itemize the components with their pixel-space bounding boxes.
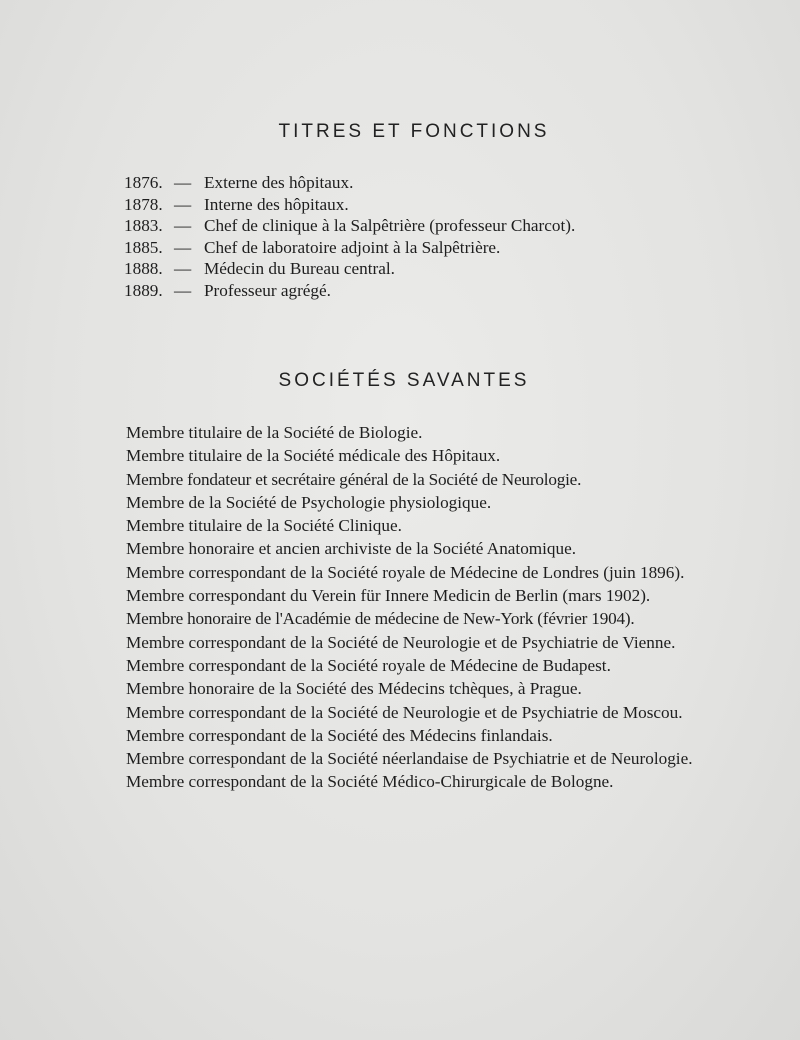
titres-list [124, 172, 575, 301]
titre-entry [124, 280, 575, 302]
titre-text: Chef de clinique à la Salpêtrière (professeur Charcot). [204, 216, 576, 235]
year: 1888. [124, 259, 163, 278]
section-title-titres-et-fonctions: TITRES ET FONCTIONS [278, 121, 550, 142]
societe-entry: Membre correspondant de la Société royale de Médecine de Budapest. [126, 655, 611, 675]
titre-text: Chef de laboratoire adjoint à la Salpêtrière. [204, 237, 501, 257]
year: 1889. [124, 280, 163, 300]
titre-entry [124, 258, 575, 280]
dash: — [174, 216, 192, 235]
titre-entry [124, 215, 575, 237]
dash: — [174, 280, 192, 300]
year: 1883. [124, 216, 163, 235]
societe-entry: Membre de la Société de Psychologie physiologique. [126, 492, 492, 512]
societe-entry: Membre titulaire de la Société Clinique. [126, 516, 402, 536]
titre-text: Médecin du Bureau central. [204, 259, 395, 278]
societe-entry: Membre correspondant de la Société royale de Médecine de Londres (juin 1896). [126, 562, 685, 582]
societes-list [104, 421, 702, 794]
societe-entry: Membre honoraire et ancien archiviste de la Société Anatomique. [126, 539, 577, 559]
year: 1878. [124, 194, 163, 214]
titre-text: Externe des hôpitaux. [204, 173, 354, 192]
dash: — [174, 173, 192, 192]
societe-entry: Membre correspondant de la Société des Médecins finlandais. [126, 725, 553, 745]
societe-entry: Membre titulaire de la Société médicale des Hôpitaux. [126, 446, 501, 466]
dash: — [174, 237, 192, 257]
societe-entry: Membre correspondant de la Société de Neurologie et de Psychiatrie de Moscou. [126, 702, 683, 722]
titre-text: Interne des hôpitaux. [204, 194, 349, 214]
dash: — [174, 259, 192, 278]
societe-entry: Membre honoraire de la Société des Médecins tchèques, à Prague. [126, 679, 582, 699]
titre-text: Professeur agrégé. [204, 280, 331, 300]
section-title-societes-savantes: SOCIÉTÉS SAVANTES [278, 370, 530, 391]
year: 1885. [124, 237, 163, 257]
societe-entry: Membre correspondant de la Société néerlandaise de Psychiatrie et de Neurologie. [126, 749, 693, 769]
year: 1876. [124, 173, 163, 192]
societe-entry: Membre correspondant de la Société de Neurologie et de Psychiatrie de Vienne. [126, 632, 676, 652]
titre-entry [124, 194, 575, 216]
societe-entry: Membre titulaire de la Société de Biologie. [126, 423, 423, 442]
societe-entry: Membre honoraire de l'Académie de médecine de New-York (février 1904). [126, 609, 635, 629]
titre-entry [124, 172, 575, 194]
societe-entry: Membre correspondant de la Société Médico-Chirurgicale de Bologne. [126, 772, 614, 792]
societe-entry: Membre fondateur et secrétaire général de la Société de Neurologie. [126, 469, 582, 489]
dash: — [174, 194, 192, 214]
societe-entry: Membre correspondant du Verein für Innere Medicin de Berlin (mars 1902). [126, 586, 651, 606]
titre-entry [124, 237, 575, 259]
